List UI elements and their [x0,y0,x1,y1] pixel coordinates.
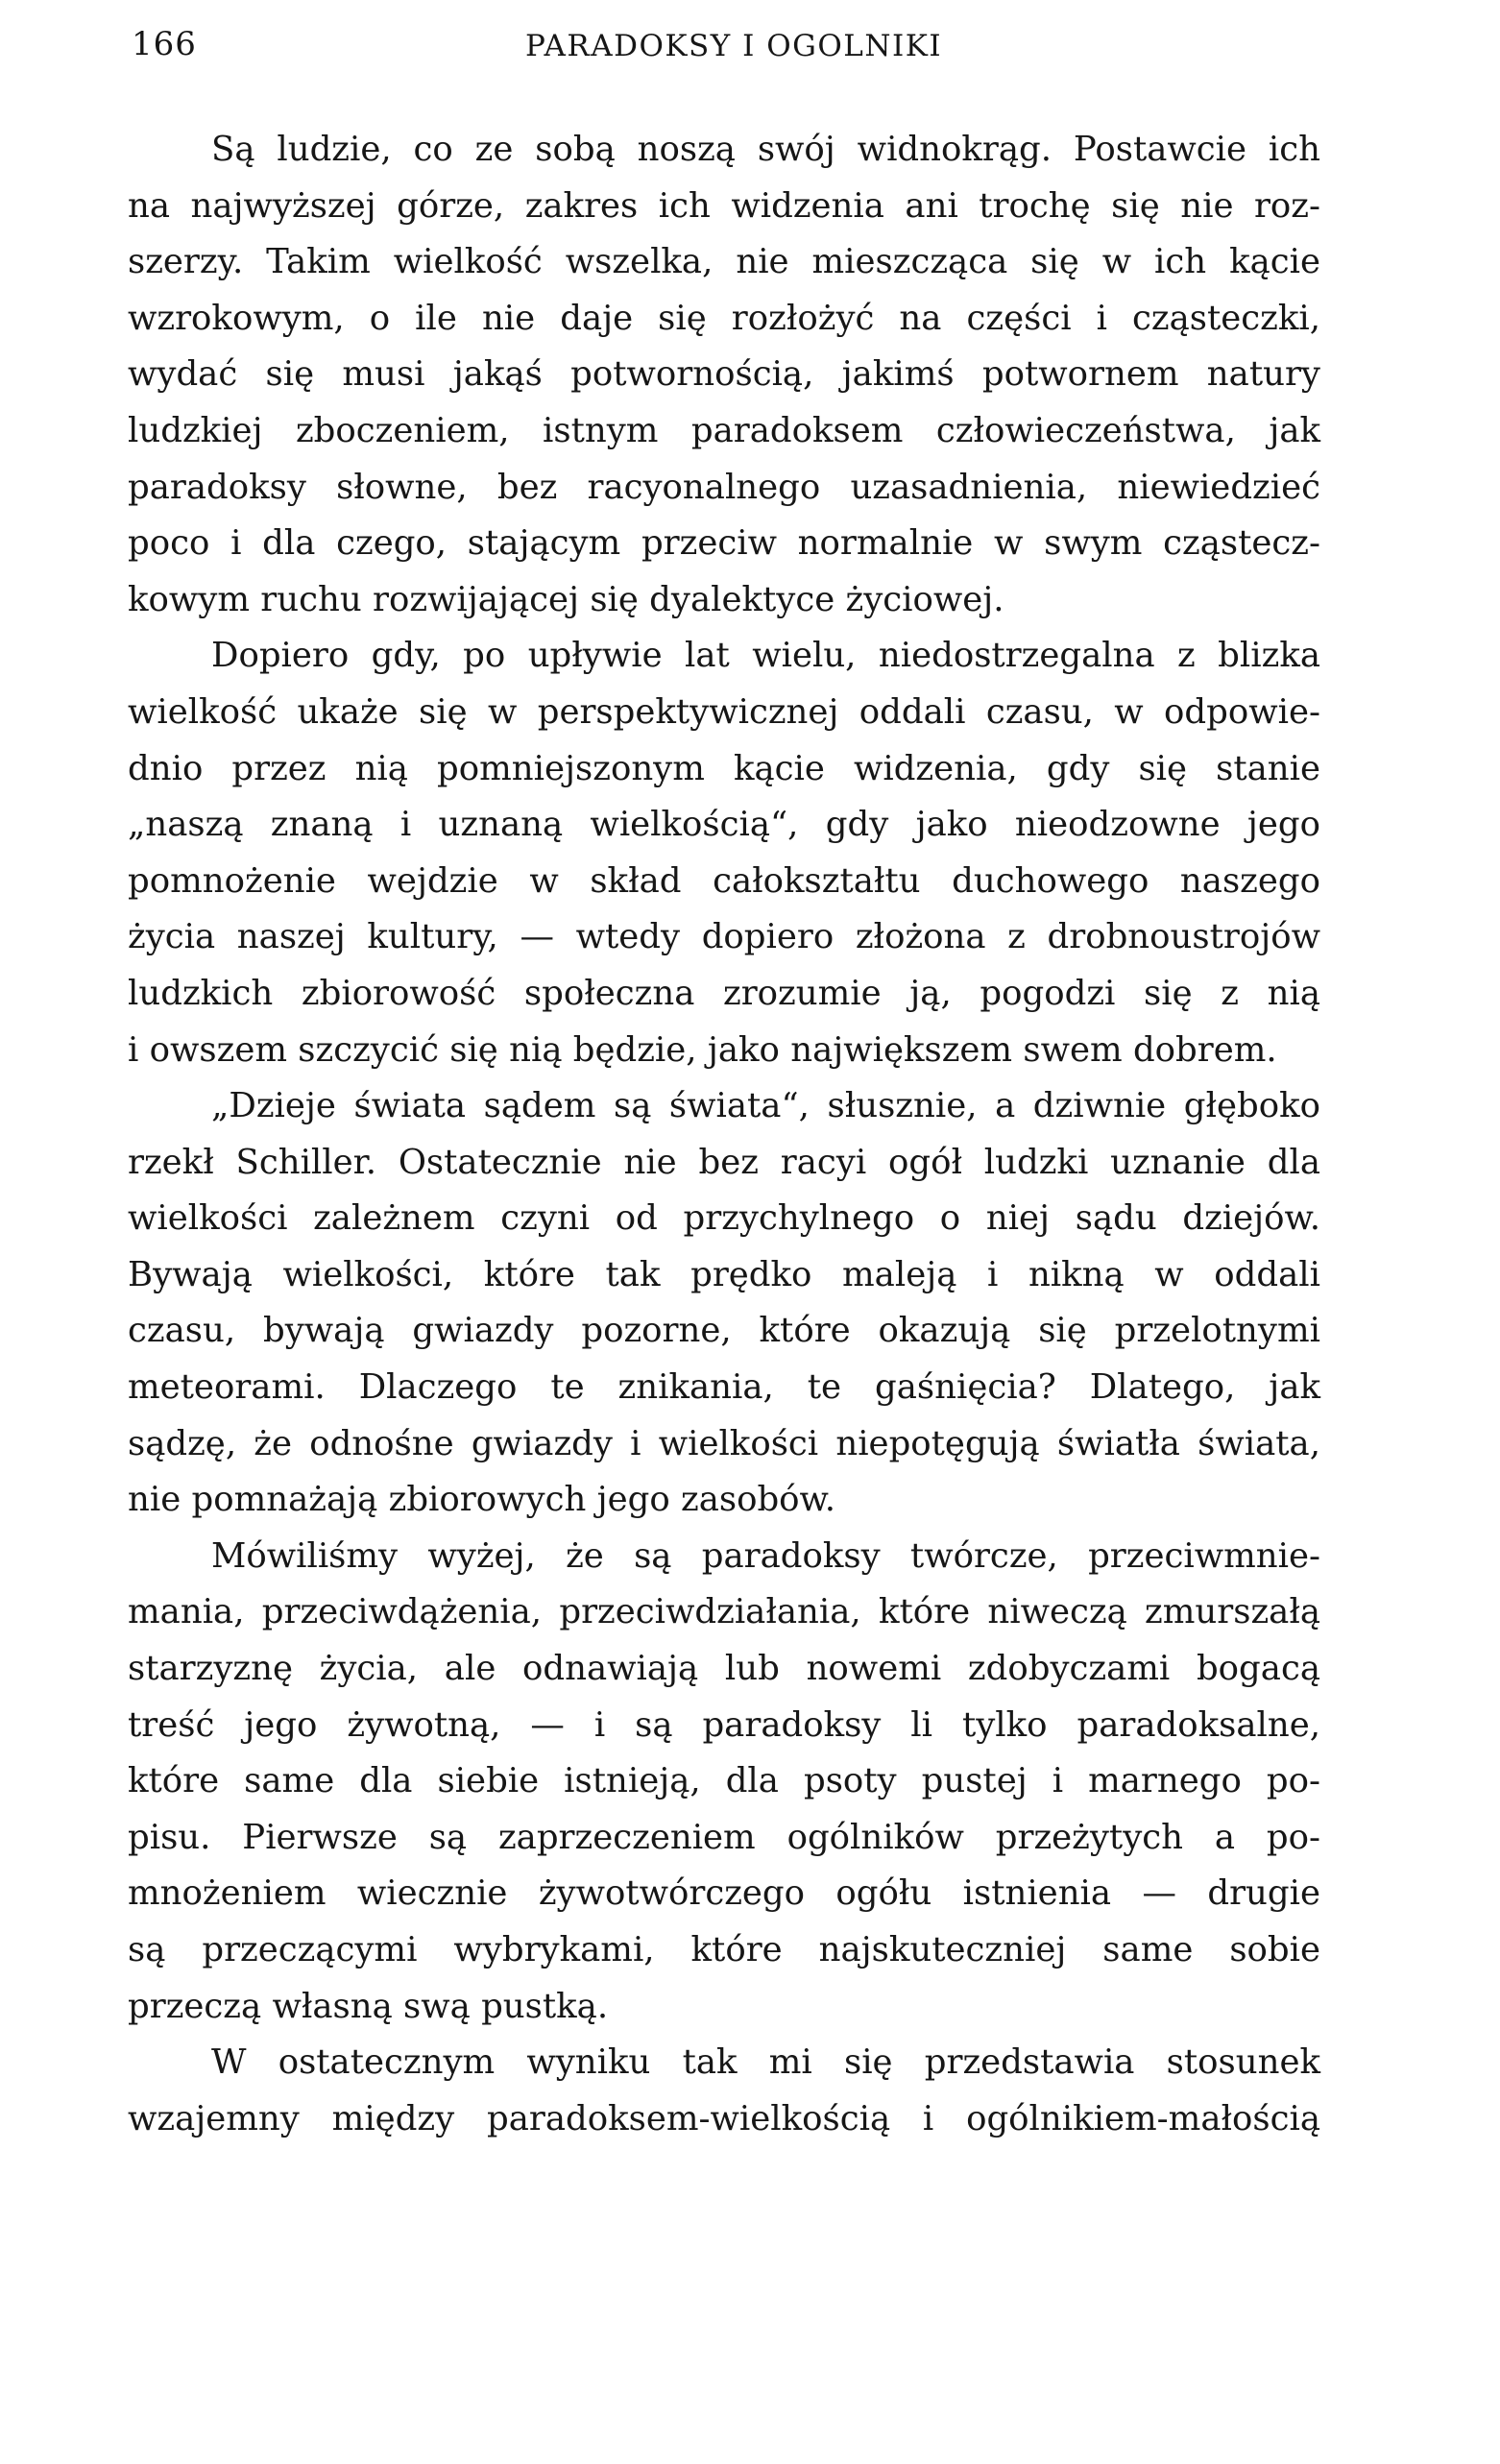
text-line: nie pomnażają zbiorowych jego zasobów. [128,1480,836,1520]
text-line: czasu, bywają gwiazdy pozorne, które okazują się przelotnymi [128,1311,1320,1351]
text-line: mania, przeciwdążenia, przeciwdziałania, które niweczą zmurszałą [128,1592,1320,1632]
text-line: wzrokowym, o ile nie daje się rozłożyć na części i cząsteczki, [128,298,1320,338]
text-line: ludzkich zbiorowość społeczna zrozumie ją, pogodzi się z nią [128,973,1320,1013]
text-line: paradoksy słowne, bez racyonalnego uzasadnienia, niewiedzieć [128,467,1320,507]
body-text [128,122,1320,2147]
text-line: Mówiliśmy wyżej, że są paradoksy twórcze, przeciwmnie- [211,1535,1320,1576]
text-line: pomnożenie wejdzie w skład całokształtu duchowego naszego [128,860,1320,901]
text-line: wielkości zależnem czyni od przychylnego o niej sądu dziejów. [128,1198,1320,1239]
text-line: W ostatecznym wyniku tak mi się przedstawia stosunek [211,2042,1320,2083]
text-line: i owszem szczycić się nią będzie, jako największem swem dobrem. [128,1029,1277,1070]
text-line: „naszą znaną i uznaną wielkością“, gdy jako nieodzowne jego [128,805,1320,845]
text-line: ludzkiej zboczeniem, istnym paradoksem człowieczeństwa, jak [128,410,1320,450]
text-line: kowym ruchu rozwijającej się dyalektyce życiowej. [128,579,1004,619]
text-line: Bywają wielkości, które tak prędko maleją i nikną w oddali [128,1254,1320,1294]
text-line: „Dzieje świata sądem są świata“, słusznie, a dziwnie głęboko [211,1086,1320,1126]
text-line: wzajemny między paradoksem-wielkością i ogólnikiem-małością [128,2098,1320,2138]
text-line: mnożeniem wiecznie żywotwórczego ogółu istnienia — drugie [128,1873,1320,1914]
text-line: przeczą własną swą pustką. [128,1986,609,2026]
text-line: dnio przez nią pomniejszonym kącie widzenia, gdy się stanie [128,748,1320,788]
text-line: pisu. Pierwsze są zaprzeczeniem ogólników przeżytych a po- [128,1817,1320,1857]
text-line: treść jego żywotną, — i są paradoksy li tylko paradoksalne, [128,1704,1320,1745]
page-number: 166 [132,25,197,63]
text-line: życia naszej kultury, — wtedy dopiero złożona z drobnoustrojów [128,917,1320,957]
text-line: są przeczącymi wybrykami, które najskuteczniej same sobie [128,1930,1320,1969]
text-line: meteorami. Dlaczego te znikania, te gaśnięcia? Dlatego, jak [128,1367,1320,1408]
text-line: starzyznę życia, ale odnawiają lub nowemi zdobyczami bogacą [128,1649,1320,1689]
text-line: wydać się musi jakąś potwornością, jakimś potwornem natury [128,354,1320,395]
text-line: szerzy. Takim wielkość wszelka, nie mieszcząca się w ich kącie [128,242,1320,282]
text-line: Dopiero gdy, po upływie lat wielu, niedostrzegalna z blizka [211,636,1320,676]
text-line: sądzę, że odnośne gwiazdy i wielkości niepotęgują światła świata, [128,1423,1320,1463]
text-line: które same dla siebie istnieją, dla psoty pustej i marnego po- [128,1761,1320,1801]
running-head: PARADOKSY I OGOLNIKI [525,29,943,63]
text-line: na najwyższej górze, zakres ich widzenia ani trochę się nie roz- [128,185,1320,226]
text-line: Są ludzie, co ze sobą noszą swój widnokrąg. Postawcie ich [211,130,1320,169]
text-line: wielkość ukaże się w perspektywicznej oddali czasu, w odpowie- [128,691,1320,732]
text-line: poco i dla czego, stającym przeciw normalnie w swym cząstecz- [128,523,1320,564]
text-line: rzekł Schiller. Ostatecznie nie bez racyi ogół ludzki uznanie dla [128,1142,1320,1182]
